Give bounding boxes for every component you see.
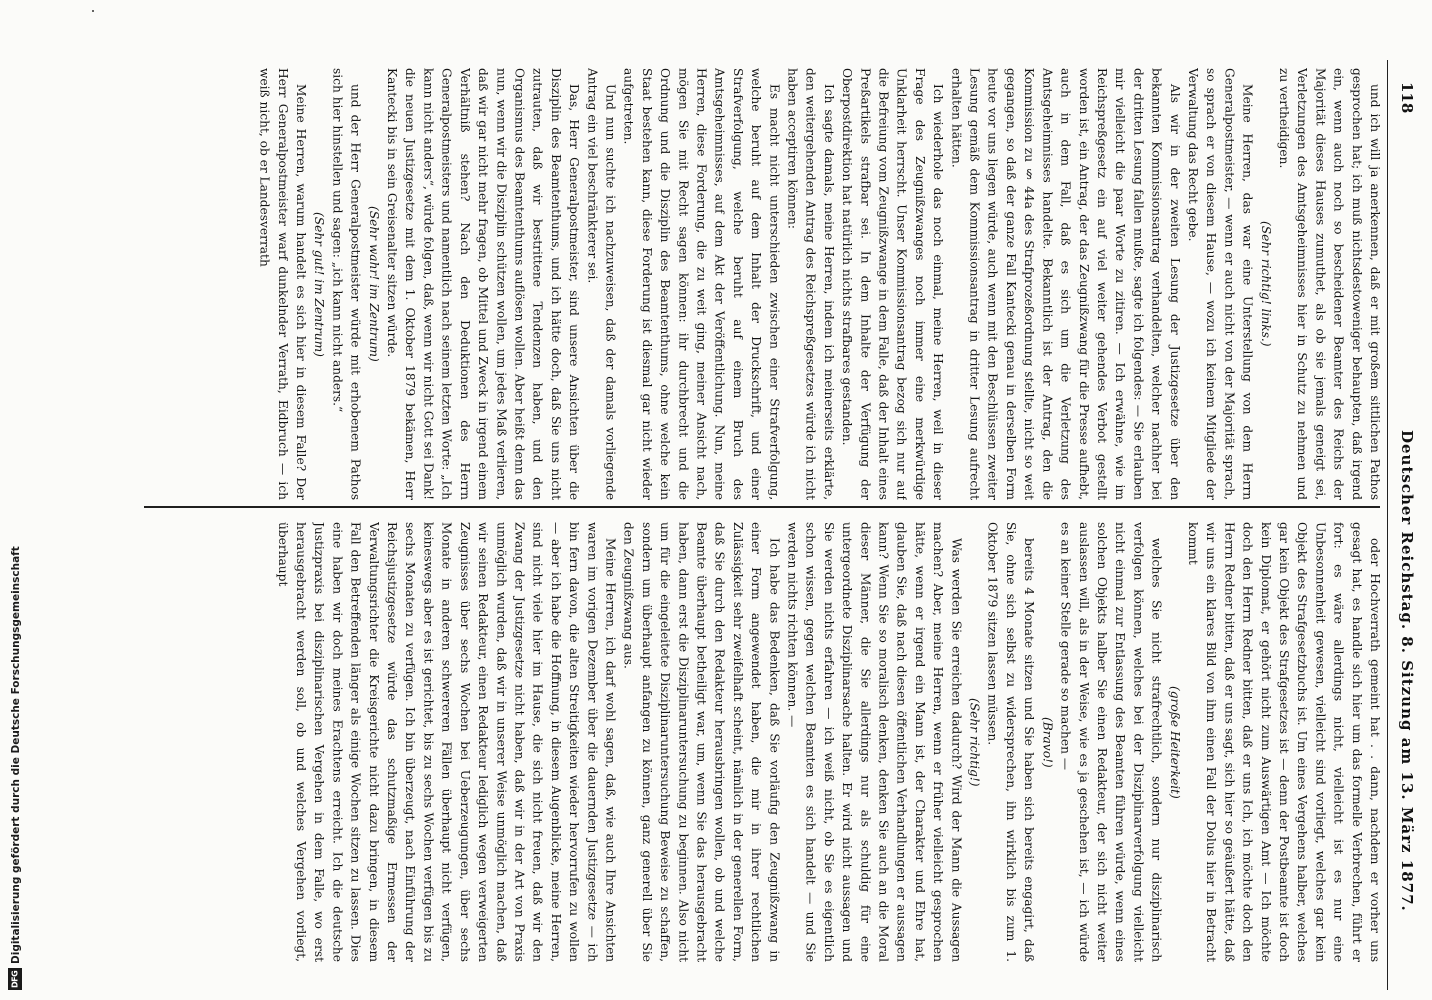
paragraph: und der Herr Generalpostmeister würde mit erhobenem Pathos sich hier hinstellen und sagen: „ich kann nicht anders.“ bbox=[330, 68, 363, 500]
column-top bbox=[144, 68, 1384, 500]
paragraph: Ich habe das Bedenken, daß Sie vorläufig den Zeugnißzwang in einer Form angewendet haben, die mir in ihrer rechtlichen Zulässigkeit sehr zweifelhaft scheint, nämlich in der generellen Form, daß Sie durch den Redakteur herausbringen wollen, ob und welche Beamte überhaupt betheiligt war, um, wenn Sie das herausgebracht haben, dann erst die Disziplinaruntersuchung zu beginnen. Also nicht um für die eingeleitete Disziplinaruntersuchung Beweise zu schaffen, sondern um überhaupt anfangen zu können, ganz generell über Sie den Zeugnißzwang aus. bbox=[621, 522, 782, 962]
paragraph: Meine Herren, ich darf wohl sagen, daß, wie auch Ihre Ansichten waren im vorigen Dezember über die dauernden Justizgesetze — ich bin fern davon, die alten Streitigkeiten wieder hervorrufen zu wollen — aber ich habe die Hoffnung, in diesem Augenblicke, meine Herren, sind nicht viele hier im Hause, die sich nicht freuen, daß wir den Zwang der Justizgesetze nicht haben, daß wir in der Art von Praxis unmöglich wurden, daß wir in unserer Weise unmöglich machen, daß wir seinen Redakteur, einen Redakteur lediglich wegen verweigerten Zeugnisses über sechs Wochen bei Ueberzeugungen, über sechs Monate in anderen schwereren Fällen überhaupt nicht verfügen, keineswegs aber es ist gerichtet, bis zu sechs Wochen verfügen bis zu sechs Monaten zu verfügen. Ich bin überzeugt, nach Einführung der Reichsjustizgesetze würde das schutzmaßige Ermessen der Verwaltungsrichter die Kreisgerichte nicht dazu bringen, in diesem Fall den Betreffenden länger als einige Wochen sitzen zu lassen. Dies eine haben wir doch meines Erachtens erreicht. Ich die deutsche Justizpraxis bei disziplinarischen Vergehen in dem Falle, wo erst herausgebracht werden soll, ob und welches Vergehen vorliegt, überhaupt bbox=[275, 522, 618, 962]
paragraph: (Sehr richtig! links.) bbox=[1258, 221, 1273, 347]
paragraph: (Sehr wahr! im Zentrum) bbox=[366, 206, 381, 362]
paragraph: Und nun suchte ich nachzuweisen, daß der damals vorliegende Antrag ein viel beschränkterer sei. bbox=[585, 68, 618, 500]
running-title: Deutscher Reichstag. 8. Sitzung am 13. März 1877. bbox=[1398, 430, 1416, 912]
paragraph: Meine Herren, das war eine Unterstellung von dem Herrn Generalpostmeister, — wenn er auch nicht von der Majorität sprach, so sprach er von diesem Hause, — wozu ich keinem Mitgliede der Verwaltung das Recht gebe. bbox=[1185, 68, 1255, 500]
paragraph: Was werden Sie erreichen dadurch? Wird der Mann die Aussagen machen? Aber, meine Herren, wenn er früher vielleicht gesprochen hätte, wenn er irgend ein Mann ist, der Charakter und Ehre hat, glauben Sie, daß nach diesen öffentlichen Verhandlungen er aussagen kann? Wenn Sie so moralisch denken, denken Sie auch an die Moral dieser Männer, die Sie allerdings nur als schuldig für eine untergeordnete Disziplinarsache halten. Er wird nicht aussagen und Sie werden nichts erfahren — ich weiß nicht, ob Sie es eigentlich schon wissen, gegen welchen Beamten es sich handelt — und Sie werden nichts richten können. — bbox=[785, 522, 964, 962]
paragraph: Das, Herr Generalpostmeister, sind unsere Ansichten über die Disziplin des Beamtenthums, und ich hätte doch, daß Sie uns nicht zutrauten, daß wir bestrittene Tendenzen haben, und den Organismus des Beamtenthums auflösen wollen. Aber heißt denn das nun, wenn wir die Disziplin schützen wollen, um jedes Maß verlieren, daß wir gar nicht mehr fragen, ob Mittel und Zweck in irgend einem Verhältniß stehen? Nach den Deduktionen des Herrn Generalpostmeisters und namentlich nach seinem letzten Worte: „Ich kann nicht anders“, würde folgen, daß, wenn wir nicht Gott sei Dank! die neuen Justizgesetze mit dem 1. Oktober 1879 bekämen, Herr Kantecki bis in sein Greisenalter sitzen würde. bbox=[385, 68, 582, 500]
scan-speck bbox=[92, 10, 94, 12]
paragraph: Meine Herren, warum handelt es sich hier in diesem Falle? Der Herr Generalpostmeister warf dunkelnder Verrath, Eidbruch — ich weiß nicht, ob er Landesverrath bbox=[257, 68, 309, 500]
header-rule bbox=[1387, 60, 1388, 990]
paragraph: Ich sagte damals, meine Herren, indem ich meinerseits erklärte, den weitergehenden Antrag des Reichspreßgesetzes würde ich nicht haben acceptiren können: bbox=[785, 68, 836, 500]
footer-credit: Digitalisierung gefördert durch die Deutsche Forschungsgemeinschaft bbox=[10, 546, 22, 964]
paragraph: bereits 4 Monate sitzen und Sie haben sich bereits engagirt, daß Sie, ohne sich selbst zu widersprechen, ihn wirklich bis zum 1. Oktober 1879 sitzen lassen müssen. bbox=[985, 522, 1037, 962]
paragraph: Es macht nicht unterschieden zwischen einer Strafverfolgung, welche beruht auf dem Inhalt der Druckschrift, und einer Strafverfolgung, welche beruht auf einem Bruch des Amtsgeheimnisses, auf dem Akt der Veröffentlichung. Nun, meine Herren, diese Forderung, die zu weit ging, meiner Ansicht nach, mögen Sie mit Recht sagen können: ihr durchbrecht und die Ordnung und die Disziplin des Beamtenthums, ohne welche kein Staat bestehen kann, diese Forderung ist diesmal gar nicht wieder aufgetreten. bbox=[621, 68, 782, 500]
dfg-logo-icon: DFG bbox=[8, 968, 22, 990]
paragraph: welches Sie nicht strafrechtlich, sondern nur disziplinarisch verfolgen können, welches bei der Disziplinarverfolgung vielleicht nicht einmal zur Entlassung des Beamten führen würde, wenn eines solchen Objekts halber Sie einen Redakteur, der sich nicht weiter auslassen will, als in der Weise, wie es ja geschehen ist, — ich würde es an keiner Stelle gerade so machen — bbox=[1058, 522, 1164, 962]
column-bottom bbox=[144, 522, 1384, 962]
paragraph: oder Hochverrath gemeint hat . . dann, nachdem er vorher uns gesagt hat, es handle sich hier um das formelle Verbrechen, führt er fort: es wäre allerdings nicht, vielleicht ist es nur eine Unbesonnenheit gewesen, vielleicht sind vorliegt, welches gar kein Objekt des Strafgesetzbuchs ist. Um eines Vergehens halber, welches gar kein Objekt des Strafgesetzes ist — denn der Postbeamte ist doch kein Diplomat, er gehört nicht zum Auswärtigen Amt — Ich möchte doch den Herrn Redner bitten, daß er uns Ich, ich möchte doch den Herrn Redner bitten, daß er uns sagt, sich hier so geäußert hätte, daß wir uns ein klares Bild von ihm einen Fall der Dolus hier in Betracht kommt bbox=[1185, 522, 1382, 962]
paragraph: Ich wiederhole das noch einmal, meine Herren, weil in dieser Frage des Zeugnißzwanges noch immer eine merkwürdige Unklarheit herrscht. Unser Kommissionsantrag bezog sich nur auf die Befreiung vom Zeugnißzwange in dem Falle, daß der Inhalt eines Preßartikels strafbar sei. In dem Inhalte der Verfügung der Oberpostdirektion hat natürlich nichts strafbares gestanden. bbox=[840, 68, 946, 500]
page-header bbox=[1390, 30, 1420, 990]
paragraph: (große Heiterkeit) bbox=[1167, 685, 1182, 799]
rotated-page bbox=[110, 30, 1420, 990]
paragraph: und ich will ja anerkennen, daß er mit großem sittlichen Pathos gesprochen hat; ich muß nichtsdestoweniger behaupten, daß irgend ein, wenn auch noch so bescheidener Beamter des Reichs der Majorität dieses Hauses zumuthet, als ob sie jemals geneigt sei, Verletzungen des Amtsgeheimnisses hier in Schutz zu nehmen und zu vertheidigen. bbox=[1276, 68, 1382, 500]
paragraph: (Bravo!) bbox=[1040, 716, 1055, 768]
paragraph: Als wir in der zweiten Lesung der Justizgesetze über den bekannten Kommissionsantrag verhandelten, welcher nachher bei der dritten Lesung fallen mußte, sagte ich folgendes: — Sie erlauben mir vielleicht die paar Worte zu zitiren. — Ich erwähne, wie im Reichspreßgesetz ein auf viel weiter gehendes Verbot gestellt worden ist, ein Antrag, der das Zeugnißzwang für die Presse aufhebt, auch in dem Fall, daß es sich um die Verletzung des Amtsgeheimnisses handelte. Bekanntlich ist der Antrag, den die Kommission zu § 44a des Strafprozeßordnung stellte, nicht so weit gegangen, so daß der ganze Fall Kantecki genau in derselben Form heute vor uns liegen würde, auch wenn mit den Beschlüssen zweiter Lesung gemäß dem Kommissionsantrag in dritter Lesung aufrecht erhalten hätten. bbox=[949, 68, 1182, 500]
digitization-footer bbox=[2, 0, 30, 1000]
column-divider bbox=[144, 506, 1380, 508]
paragraph: (Sehr gut! im Zentrum) bbox=[312, 211, 327, 357]
paragraph: (Sehr richtig!) bbox=[967, 697, 982, 787]
page-number: 118 bbox=[1398, 82, 1416, 114]
